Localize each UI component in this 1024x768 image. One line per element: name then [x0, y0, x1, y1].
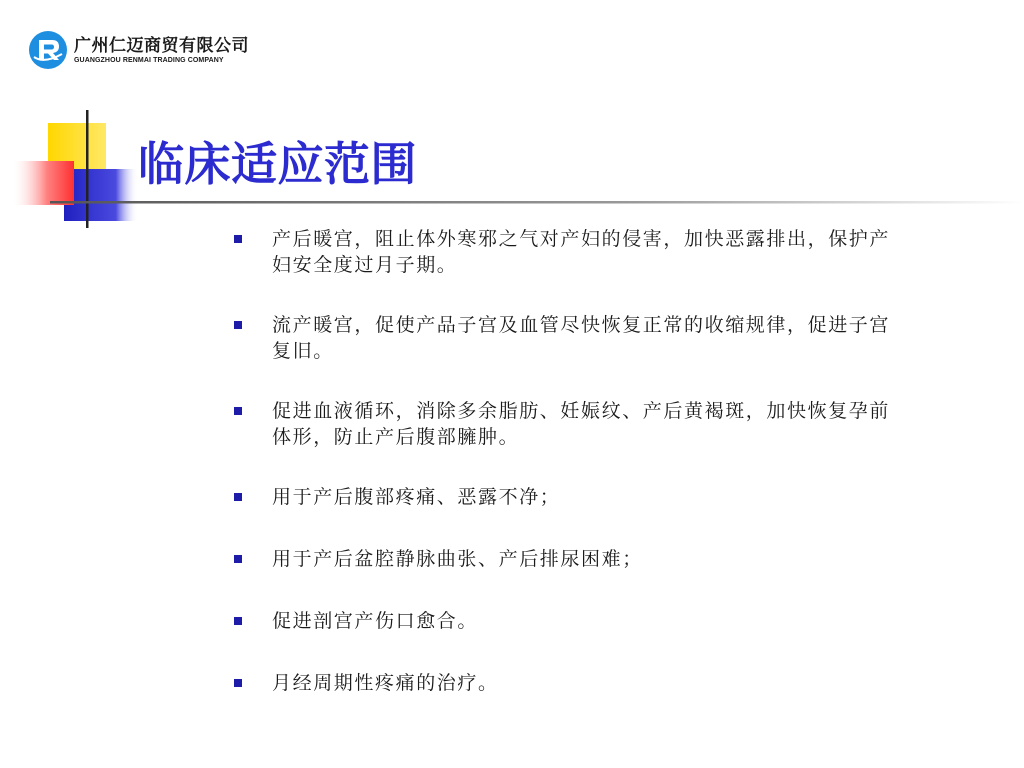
bullet-square-icon: [234, 555, 242, 563]
list-item-text: 促进剖宫产伤口愈合。: [272, 610, 479, 632]
list-item: [232, 398, 892, 450]
list-item-text: 用于产后盆腔静脉曲张、产后排尿困难；: [272, 548, 643, 570]
list-item: [232, 608, 892, 634]
bullet-square-icon: [234, 235, 242, 243]
list-item-text: 流产暖宫，促使产品子宫及血管尽快恢复正常的收缩规律，促进子宫复旧。: [272, 314, 891, 362]
company-name-en: GUANGZHOU RENMAI TRADING COMPANY: [74, 56, 224, 64]
list-item: [232, 546, 892, 572]
bullet-square-icon: [234, 617, 242, 625]
logo-text: [74, 36, 249, 65]
list-item-text: 用于产后腹部疼痛、恶露不净；: [272, 486, 561, 508]
rm-logo-icon: [28, 30, 68, 70]
company-logo: [28, 28, 249, 72]
page-title: 临床适应范围: [138, 137, 417, 191]
list-item: [232, 670, 892, 696]
indication-list: [232, 226, 892, 732]
list-item-text: 产后暖宫，阻止体外寒邪之气对产妇的侵害，加快恶露排出，保护产妇安全度过月子期。: [272, 228, 891, 276]
bullet-square-icon: [234, 679, 242, 687]
list-item: [232, 312, 892, 364]
bullet-square-icon: [234, 321, 242, 329]
list-item-text: 月经周期性疼痛的治疗。: [272, 672, 499, 694]
list-item: [232, 484, 892, 510]
company-name-cn: 广州仁迈商贸有限公司: [74, 35, 249, 56]
bullet-square-icon: [234, 493, 242, 501]
bullet-square-icon: [234, 407, 242, 415]
list-item: [232, 226, 892, 278]
list-item-text: 促进血液循环，消除多余脂肪、妊娠纹、产后黄褐斑，加快恢复孕前体形，防止产后腹部臃肿。: [272, 400, 891, 448]
